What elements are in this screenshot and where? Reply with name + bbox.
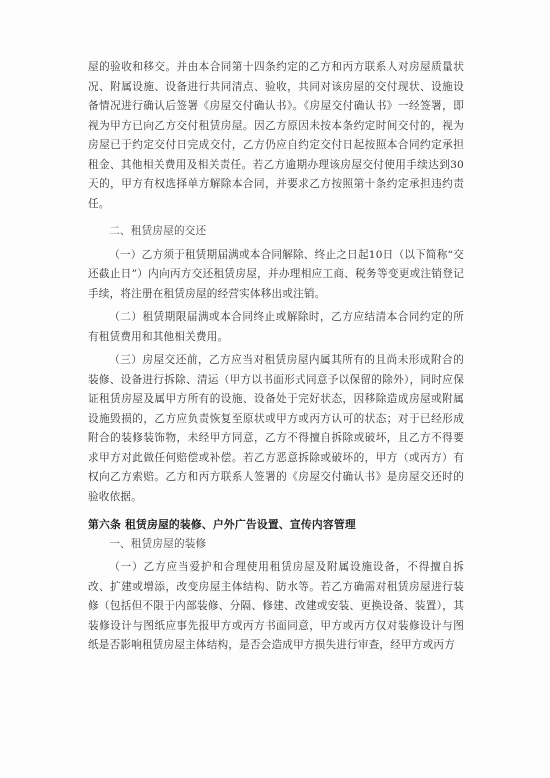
section-title-return-of-premises: 二、租赁房屋的交还 [109,225,207,237]
document-body [88,58,464,656]
paragraph-handover-acceptance: 屋的验收和移交。并由本合同第十四条约定的乙方和丙方联系人对房屋质量状况、附属设施、设备进行共同清点、验收，共同对该房屋的交付现状、设施设备情况进行确认后签署《房屋交付确认书》。《房屋交付确认书》一经签署，即视为甲方已向乙方交付租赁房屋。因乙方原因未按本条约定时间交付的，视为房屋已于约定交付日完成交付，乙方仍应自约定交付日起按照本合同约定承担租金、其他相关费用及相关责任。若乙方逾期办理该房屋交付使用手续达到30天的，甲方有权选择单方解除本合同，并要求乙方按照第十条约定承担违约责任。 [88,61,464,210]
article-6-heading: 第六条 租赁房屋的装修、户外广告设置、宣传内容管理 [88,518,356,531]
paragraph-renovation-rules: （一）乙方应当爱护和合理使用租赁房屋及附属设施设备，不得擅自拆改、扩建或增添，改变房屋主体结构、防水等。若乙方确需对租赁房屋进行装修（包括但不限于内部装修、分隔、修建、改建或安装、更换设备、装置），其装修设计与图纸应事先报甲方或丙方书面同意，甲方或丙方仅对装修设计与图纸是否影响租赁房屋主体结构，是否会造成甲方损失进行审查，经甲方或丙方 [88,561,464,651]
paragraph-settle-fees: （二）租赁期限届满或本合同终止或解除时，乙方应结清本合同约定的所有租赁费用和其他相关费用。 [88,311,464,343]
paragraph-return-deadline: （一）乙方须于租赁期届满或本合同解除、终止之日起10日（以下简称“交还截止日”）内向丙方交还租赁房屋，并办理相应工商、税务等变更或注销登记手续，将注册在租赁房屋的经营实体移出或注销。 [88,248,464,300]
paragraph-removal-restoration: （三）房屋交还前，乙方应当对租赁房屋内属其所有的且尚未形成附合的装修、设备进行拆除、清运（甲方以书面形式同意予以保留的除外），同时应保证租赁房屋及属甲方所有的设施、设备处于完好状态，因移除造成房屋或附属设施毁损的，乙方应负责恢复至原状或甲方或丙方认可的状态；对于已经形成附合的装修装饰物，未经甲方同意，乙方不得擅自拆除或破坏，且乙方不得要求甲方对此做任何赔偿或补偿。若乙方恶意拆除或破坏的，甲方（或丙方）有权向乙方索赔。乙方和丙方联系人签署的《房屋交付确认书》是房屋交还时的验收依据。 [88,354,464,503]
section-title-renovation: 一、租赁房屋的装修 [109,537,207,550]
